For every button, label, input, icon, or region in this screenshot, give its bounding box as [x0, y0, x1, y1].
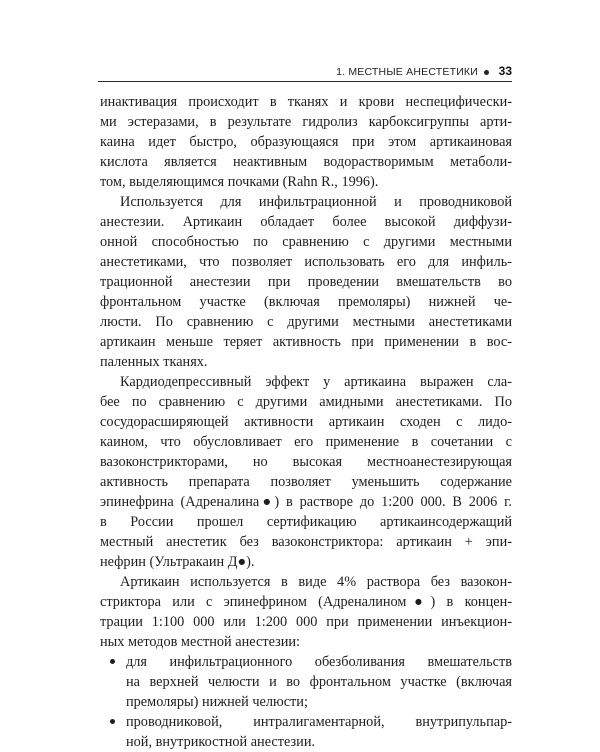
text-line: в России прошел сертификацию артикаинсодержащий: [100, 514, 512, 530]
text-line: ной, внутрикостной анестезии.: [126, 734, 316, 750]
header-rule: [98, 81, 512, 82]
body-text: [100, 92, 512, 752]
text-line: премоляры) нижней челюсти;: [126, 694, 308, 710]
text-line: бее по сравнению с другими амидными анестетиками. По: [100, 394, 512, 410]
text-line: артикаин меньше теряет активность при применении в вос-: [100, 334, 512, 350]
text-line: онной способностью по сравнению с другими местными: [100, 234, 512, 250]
running-title: 1. МЕСТНЫЕ АНЕСТЕТИКИ: [336, 66, 478, 78]
text-line: для инфильтрационного обезболивания вмешательств: [126, 654, 512, 670]
header-bullet-icon: [484, 70, 489, 75]
paragraph: [100, 372, 512, 572]
bullet-list: [100, 652, 512, 752]
text-line: Кардиодепрессивный эффект у артикаина выражен сла-: [120, 374, 512, 390]
text-line: фронтальном участке (включая премоляры) нижней че-: [100, 294, 512, 310]
text-line: люсти. По сравнению с другими местными анестетиками: [100, 314, 512, 330]
text-line: активность препарата позволяет уменьшить содержание: [100, 474, 512, 490]
text-line: Артикаин используется в виде 4% раствора без вазокон-: [120, 574, 512, 590]
text-line: на верхней челюсти и во фронтальном участке (включая: [126, 674, 512, 690]
list-item: [100, 652, 512, 712]
text-line: каином, что обусловливает его применение в сочетании с: [100, 434, 512, 450]
text-line: Используется для инфильтрационной и проводниковой: [120, 194, 512, 210]
text-line: каина идет быстро, образующаяся при этом артикаиновая: [100, 134, 512, 150]
text-line: трации 1:100 000 или 1:200 000 при применении инъекцион-: [100, 614, 512, 630]
text-line: местный анестетик без вазоконстриктора: артикаин + эпи-: [100, 534, 512, 550]
text-line: трационной анестезии при проведении вмешательств во: [100, 274, 512, 290]
page-number: 33: [498, 64, 512, 78]
text-line: кислота является неактивным водорастворимым метаболи-: [100, 154, 512, 170]
bullet-icon: [110, 719, 115, 724]
text-line: анестетиками, что позволяет использовать его для инфиль-: [100, 254, 512, 270]
bullet-icon: [110, 659, 115, 664]
text-line: стриктора или с эпинефрином (Адреналином●) в концен-: [100, 594, 512, 610]
text-line: анестезии. Артикаин обладает более высокой диффузи-: [100, 214, 512, 230]
text-line: ных методов местной анестезии:: [100, 634, 301, 650]
text-line: том, выделяющимся почками (Rahn R., 1996).: [100, 174, 379, 190]
paragraph: [100, 192, 512, 372]
paragraph: [100, 92, 512, 192]
text-line: ми эстеразами, в результате гидролиз карбоксигруппы арти-: [100, 114, 512, 130]
text-line: паленных тканях.: [100, 354, 208, 370]
text-line: нефрин (Ультракаин Д●).: [100, 554, 255, 570]
text-line: эпинефрина (Адреналина●) в растворе до 1:200 000. В 2006 г.: [100, 494, 512, 510]
running-header: [98, 60, 512, 82]
text-line: инактивация происходит в тканях и крови неспецифически-: [100, 94, 512, 110]
paragraph: [100, 572, 512, 652]
list-item: [100, 712, 512, 752]
text-line: сосудорасширяющей активности артикаин сходен с лидо-: [100, 414, 512, 430]
text-line: проводниковой, интралигаментарной, внутрипульпар-: [126, 714, 512, 730]
text-line: вазоконстрикторами, но высокая местноанестезирующая: [100, 454, 512, 470]
